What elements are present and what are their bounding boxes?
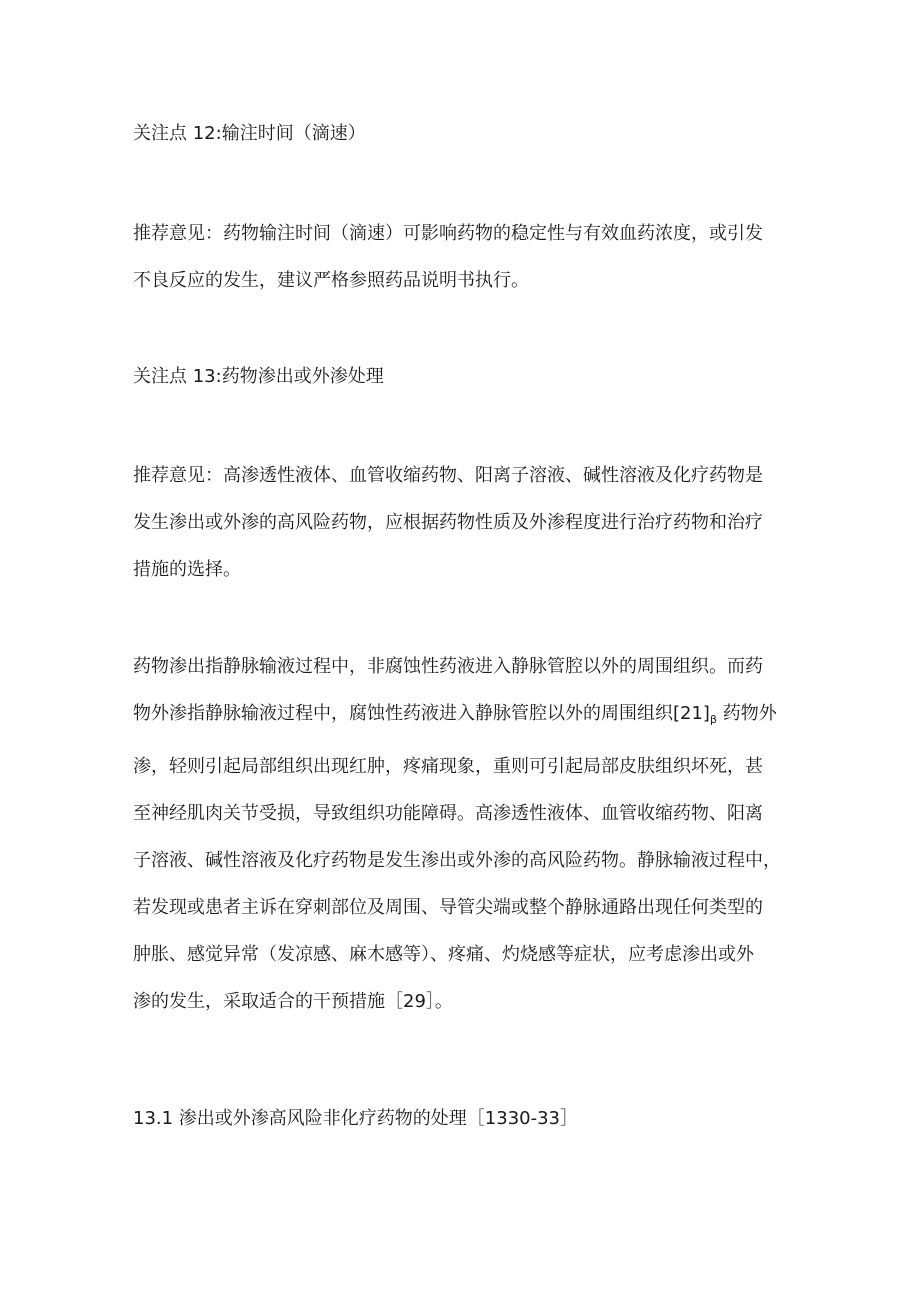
heading-text: 关注点 12:输注时间（滴速） (133, 123, 366, 144)
section-heading-12 (133, 110, 793, 157)
line-text: 物外渗指静脉输液过程中，腐蚀性药液进入静脉管腔以外的周围组织[21] (133, 703, 710, 724)
paragraph-line: 子溶液、碱性溶液及化疗药物是发生渗出或外渗的高风险药物。静脉输液过程中， (133, 850, 781, 871)
paragraph-line: 措施的选择。 (133, 559, 241, 580)
section-heading-13 (133, 353, 793, 400)
body-paragraph-13 (133, 643, 793, 1025)
recommendation-12 (133, 210, 793, 304)
paragraph-line: 推荐意见：药物输注时间（滴速）可影响药物的稳定性与有效血药浓度，或引发 (133, 223, 763, 244)
citation-subscript: β (709, 713, 717, 726)
paragraph-line: 不良反应的发生，建议严格参照药品说明书执行。 (133, 270, 529, 291)
recommendation-13 (133, 452, 793, 593)
heading-text: 关注点 13:药物渗出或外渗处理 (133, 366, 384, 387)
paragraph-line: 药物渗出指静脉输液过程中，非腐蚀性药液进入静脉管腔以外的周围组织。而药 (133, 656, 763, 677)
heading-text: 13.1 渗出或外渗高风险非化疗药物的处理［1330-33］ (133, 1108, 579, 1129)
paragraph-line: 至神经肌肉关节受损，导致组织功能障碍。高渗透性液体、血管收缩药物、阳离 (133, 803, 763, 824)
paragraph-line: 肿胀、感觉异常（发凉感、麻木感等）、疼痛、灼烧感等症状，应考虑渗出或外 (133, 944, 754, 965)
paragraph-line: 渗，轻则引起局部组织出现红肿，疼痛现象，重则可引起局部皮肤组织坏死，甚 (133, 756, 763, 777)
paragraph-line: 渗的发生，采取适合的干预措施［29］。 (133, 991, 453, 1012)
paragraph-line (133, 690, 793, 743)
paragraph-line: 推荐意见：高渗透性液体、血管收缩药物、阳离子溶液、碱性溶液及化疗药物是 (133, 465, 763, 486)
line-text: 药物外 (716, 703, 777, 724)
paragraph-line: 发生渗出或外渗的高风险药物，应根据药物性质及外渗程度进行治疗药物和治疗 (133, 512, 763, 533)
subsection-heading-13-1 (133, 1095, 793, 1142)
paragraph-line: 若发现或患者主诉在穿刺部位及周围、导管尖端或整个静脉通路出现任何类型的 (133, 897, 763, 918)
